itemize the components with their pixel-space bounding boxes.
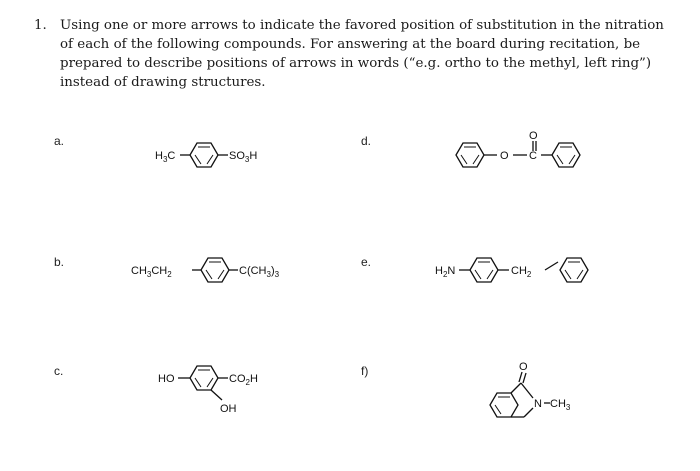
group-d-carbonyl-o: O <box>529 130 538 142</box>
group-d-ester-o: O <box>500 150 509 162</box>
item-label-e: e. <box>361 255 372 269</box>
structure-a <box>180 143 228 167</box>
group-e-left: $H_2N$ <box>435 265 456 279</box>
group-d-carbonyl-c: C <box>529 150 537 162</box>
item-label-d: d. <box>361 134 372 148</box>
question-number: 1. <box>34 18 47 33</box>
item-label-c: c. <box>54 364 64 378</box>
group-e-bridge: $CH_2$ <box>511 265 532 279</box>
group-f-carbonyl-o: O <box>519 361 528 373</box>
item-label-b: b. <box>54 255 65 269</box>
group-c-bottom: OH <box>220 403 237 415</box>
group-a-left: $H_3C$ <box>155 150 176 164</box>
group-c-left: HO <box>158 373 175 385</box>
item-label-f: f) <box>361 364 369 378</box>
question-text: Using one or more arrows to indicate the favored position of substitution in the nitration of each of the following compounds. For answering at the board during recitation, be prepared to describe positions of arrows in words (“e.g. ortho to the methyl, left ring”) instead of drawing structures. <box>60 18 664 90</box>
structure-b <box>192 258 238 282</box>
structure-f <box>490 372 550 417</box>
structure-c <box>178 366 228 400</box>
group-b-left: $CH_3CH_2$ <box>131 265 172 279</box>
structure-d <box>456 141 580 167</box>
group-f-methyl: $CH_3$ <box>550 398 571 412</box>
item-label-a: a. <box>54 134 65 148</box>
group-f-nitrogen: N <box>534 398 542 410</box>
group-a-right: $SO_3H$ <box>229 150 258 164</box>
group-c-right: $CO_2H$ <box>229 373 258 387</box>
group-b-right: $C(CH_3)_3$ <box>239 265 280 279</box>
